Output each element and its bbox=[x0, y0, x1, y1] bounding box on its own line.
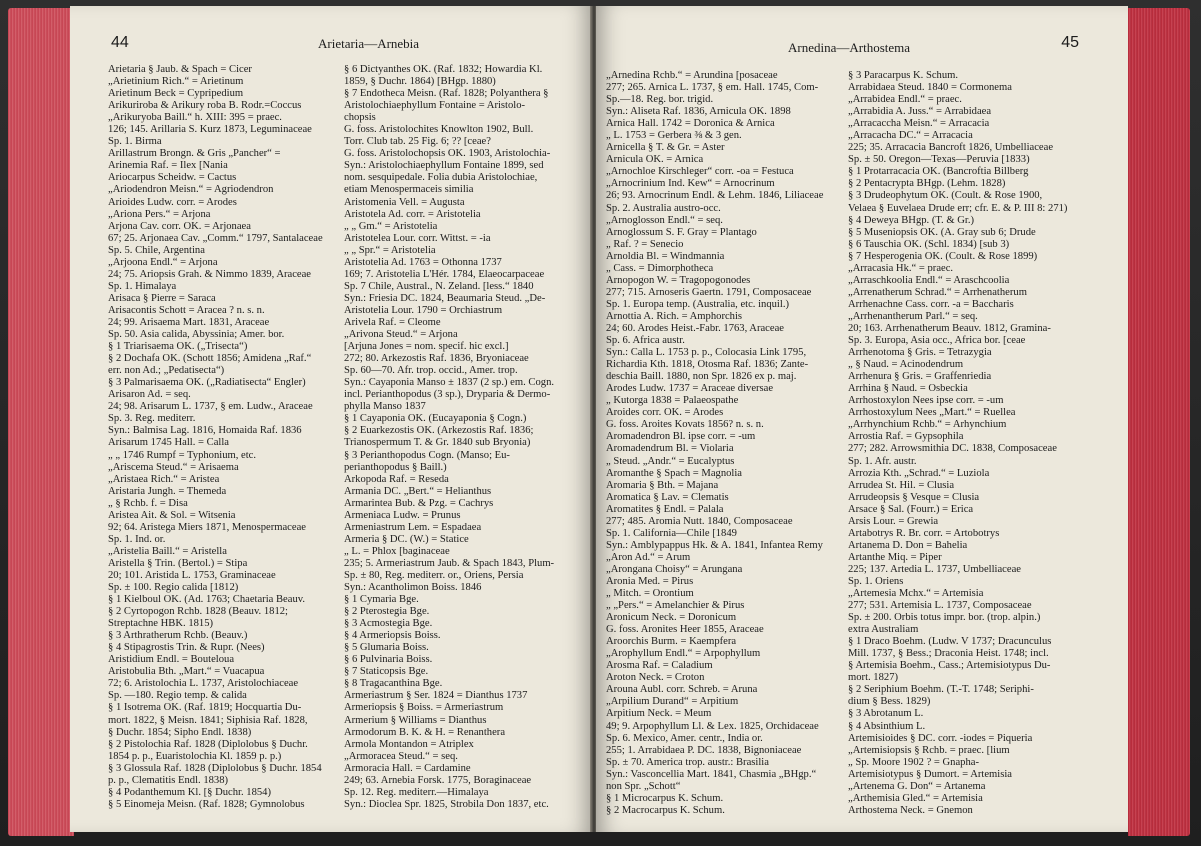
text-line: „Aristelia Baill.“ = Aristella bbox=[108, 545, 227, 557]
text-line: „Arracaccha Meisn.“ = Arracacia bbox=[848, 118, 990, 130]
text-line: 169; 7. Aristotelia L'Hér. 1784, Elaeocarpaceae bbox=[344, 268, 545, 280]
text-line: § 1 Draco Boehm. (Ludw. V 1737; Dracunculus bbox=[848, 636, 1052, 648]
text-line: § 4 Podanthemum Kl. [§ Duchr. 1854) bbox=[108, 786, 272, 798]
text-line: § 2 Pterostegia Bge. bbox=[344, 606, 430, 618]
text-line: 24; 60. Arodes Heist.-Fabr. 1763, Araceae bbox=[606, 322, 784, 334]
text-line: Aristotelia Ad. 1763 = Othonna 1737 bbox=[344, 256, 502, 268]
text-line: Arrhostoxylon Nees ipse corr. = -um bbox=[848, 395, 1004, 407]
text-line: Arrozia Kth. „Schrad.“ = Luziola bbox=[848, 467, 990, 479]
text-line: Armeriopsis § Boiss. = Armeriastrum bbox=[344, 702, 504, 714]
text-line: Aronicum Neck. = Doronicum bbox=[606, 612, 737, 624]
text-line: § 8 Tragacanthina Bge. bbox=[344, 678, 443, 690]
text-line: „Arracacha DC.“ = Arracacia bbox=[848, 130, 973, 142]
text-line: „ § Naud. = Acinodendrum bbox=[848, 359, 964, 371]
text-line: „Arikuryoba Baill.“ h. XIII: 395 = praec. bbox=[108, 112, 282, 124]
running-head: Arnedina—Arthostema bbox=[788, 40, 911, 55]
text-line: Aristolochiaephyllum Fontaine = Aristolo- bbox=[344, 100, 526, 112]
text-line: 67; 25. Arjonaea Cav. „Comm.“ 1797, Santalaceae bbox=[108, 232, 323, 244]
text-line: deschia Baill. 1880, non Spr. 1826 ex p. maj. bbox=[606, 371, 797, 383]
text-line: Sp. 1. Ind. or. bbox=[108, 533, 166, 545]
text-line: Arisacontis Schott = Aracea ? n. s. n. bbox=[108, 304, 265, 316]
text-line: „Arrhynchium Rchb.“ = Arhynchium bbox=[848, 419, 1007, 431]
text-line: Syn.: Cayaponia Manso ± 1837 (2 sp.) em. Cogn. bbox=[344, 377, 555, 389]
text-line: Artemisioides § DC. corr. -iodes = Piqueria bbox=[848, 732, 1033, 744]
text-line: Arrhenotoma § Gris. = Tetrazygia bbox=[848, 347, 992, 359]
text-column-2 bbox=[848, 70, 1076, 817]
text-column-1 bbox=[108, 64, 336, 811]
text-line: „Ariona Pers.“ = Arjona bbox=[108, 208, 211, 220]
text-line: Aristidium Endl. = Bouteloua bbox=[108, 654, 235, 666]
text-line: etiam Menospermaceis similia bbox=[344, 184, 474, 196]
text-line: § 2 Macrocarpus K. Schum. bbox=[606, 804, 725, 816]
text-line: Sp. 6. Africa austr. bbox=[606, 335, 685, 347]
text-line: Artemisiotypus § Dumort. = Artemisia bbox=[848, 768, 1012, 780]
text-line: Aristaria Jungh. = Themeda bbox=[108, 485, 227, 497]
text-line: Trianospermum T. & Gr. 1840 sub Bryonia) bbox=[344, 437, 531, 449]
text-line: err. non Ad.; „Pedatisecta“) bbox=[108, 365, 225, 377]
right-page bbox=[596, 6, 1128, 832]
text-line: Aristobulia Bth. „Mart.“ = Vuacapua bbox=[108, 666, 265, 678]
text-line: 1859, § Duchr. 1864) [BHgp. 1880) bbox=[344, 76, 496, 88]
text-line: Armeriastrum § Ser. 1824 = Dianthus 1737 bbox=[344, 690, 528, 702]
text-line: „ L. 1753 = Gerbera ⅜ & 3 gen. bbox=[606, 130, 742, 142]
text-line: „Arthemisia Gled.“ = Artemisia bbox=[848, 792, 983, 804]
text-line: Sp. 1. California—Chile [1849 bbox=[606, 527, 737, 539]
text-line: G. foss. Aroites Kovats 1856? n. s. n. bbox=[606, 419, 764, 431]
text-line: Streptachne HBK. 1815) bbox=[108, 618, 214, 630]
text-line: Aristea Ait. & Sol. = Witsenia bbox=[108, 509, 236, 521]
text-line: Richardia Kth. 1818, Otosma Raf. 1836; Zante- bbox=[606, 359, 809, 371]
text-line: Aromatica § Lav. = Clematis bbox=[606, 491, 729, 503]
text-line: Arnoldia Bl. = Windmannia bbox=[606, 250, 725, 262]
text-line: „ § Rchb. f. = Disa bbox=[108, 497, 188, 509]
text-line: Arnopogon W. = Tragopogonodes bbox=[606, 274, 751, 286]
text-line: Arosma Raf. = Caladium bbox=[606, 660, 713, 672]
text-line: Aroton Neck. = Croton bbox=[606, 672, 705, 684]
text-line: § 5 Einomeja Meisn. (Raf. 1828; Gymnolobus bbox=[108, 798, 305, 810]
text-line: p. p., Clematitis Endl. 1838) bbox=[108, 774, 229, 786]
text-line: „Ariodendron Meisn.“ = Agriodendron bbox=[108, 184, 274, 196]
text-line: Aromadendrum Bl. = Violaria bbox=[606, 443, 734, 455]
text-line: Sp. ± 200. Orbis totus impr. bor. (trop. alpin.) bbox=[848, 612, 1041, 624]
text-line: Sp. ± 50. Oregon—Texas—Peruvia [1833) bbox=[848, 154, 1030, 166]
text-line: § 3 Paracarpus K. Schum. bbox=[848, 70, 959, 81]
text-line: „Arivona Steud.“ = Arjona bbox=[344, 329, 458, 341]
text-line: Sp. 12. Reg. mediterr.—Himalaya bbox=[344, 786, 489, 798]
text-line: Arinemia Raf. = Ilex [Nania bbox=[108, 160, 228, 172]
text-line: Aroorchis Burm. = Kaempfera bbox=[606, 636, 737, 648]
text-line: § 5 Glumaria Boiss. bbox=[344, 642, 429, 654]
text-line: § 4 Stipagrostis Trin. & Rupr. (Nees) bbox=[108, 642, 265, 654]
left-page bbox=[70, 6, 592, 832]
text-line: Ariocarpus Scheidw. = Cactus bbox=[108, 172, 237, 184]
text-line: Arkopoda Raf. = Reseda bbox=[344, 473, 449, 485]
text-line: Aristotelia Lour. 1790 = Orchiastrum bbox=[344, 304, 503, 316]
text-line: Arisarum 1745 Hall. = Calla bbox=[108, 437, 230, 449]
text-line: Aromanthe § Spach = Magnolia bbox=[606, 467, 743, 479]
text-line: § 4 Armeriopsis Boiss. bbox=[344, 630, 441, 642]
text-line: Arodes Ludw. 1737 = Araceae diversae bbox=[606, 383, 774, 395]
text-line: Arrudea St. Hil. = Clusia bbox=[848, 479, 955, 491]
text-line: 225; 35. Arracacia Bancroft 1826, Umbelliaceae bbox=[848, 142, 1054, 154]
text-line: phylla Manso 1837 bbox=[344, 401, 426, 413]
text-line: Arisaron Ad. = seq. bbox=[108, 389, 191, 401]
text-line: Arrostia Raf. = Gypsophila bbox=[848, 431, 964, 443]
text-line: Arillastrum Brongn. & Gris „Pancher“ = bbox=[108, 148, 281, 160]
text-line: 249; 63. Arnebia Forsk. 1775, Boraginaceae bbox=[344, 774, 532, 786]
text-line: Arioides Ludw. corr. = Arodes bbox=[108, 196, 237, 208]
text-line: § 3 Glossula Raf. 1828 (Diplolobus § Duchr. 1854 bbox=[108, 762, 322, 774]
text-line: nom. sesquipedale. Folia dubia Aristolochiae, bbox=[344, 172, 538, 184]
text-line: „Arnoglosson Endl.“ = seq. bbox=[606, 214, 723, 226]
page-number: 44 bbox=[111, 34, 129, 51]
text-line: mort. 1827) bbox=[848, 672, 899, 684]
text-line: „Arnochloe Kirschleger“ corr. -oa = Festuca bbox=[606, 166, 794, 178]
text-line: § 6 Tauschia OK. (Schl. 1834) [sub 3) bbox=[848, 238, 1010, 250]
text-line: § 3 Arthratherum Rchb. (Beauv.) bbox=[108, 630, 248, 642]
text-line: § 1 Microcarpus K. Schum. bbox=[606, 792, 724, 804]
text-line: chopsis bbox=[344, 112, 376, 124]
text-line: 277; 265. Arnica L. 1737, § em. Hall. 1745, Com- bbox=[606, 82, 819, 94]
text-line: Aroides corr. OK. = Arodes bbox=[606, 407, 724, 419]
text-line: „Ariscema Steud.“ = Arisaema bbox=[108, 461, 239, 473]
text-line: 126; 145. Arillaria S. Kurz 1873, Leguminaceae bbox=[108, 124, 312, 136]
text-column-1 bbox=[606, 70, 834, 817]
text-line: Torr. Club tab. 25 Fig. 6; ?? [ceae? bbox=[344, 136, 491, 148]
text-line: § 7 Staticopsis Bge. bbox=[344, 666, 429, 678]
text-line: Aromatites § Endl. = Palala bbox=[606, 503, 724, 515]
text-line: Sp. 2. Australia austro-occ. bbox=[606, 202, 721, 214]
text-line: Arnicella § T. & Gr. = Aster bbox=[606, 142, 725, 154]
text-line: G. foss. Aristolochites Knowlton 1902, Bull. bbox=[344, 124, 534, 136]
text-line: § 3 Abrotanum L. bbox=[848, 708, 924, 720]
text-line: 225; 137. Artedia L. 1737, Umbelliaceae bbox=[848, 563, 1021, 575]
text-line: dium § Bess. 1829) bbox=[848, 696, 931, 708]
text-line: Sp. 7 Chile, Austral., N. Zeland. [less.“ 1840 bbox=[344, 280, 534, 292]
running-head: Arietaria—Arnebia bbox=[318, 36, 420, 51]
text-line: Arrhina § Naud. = Osbeckia bbox=[848, 383, 968, 395]
text-line: Sp. 1. Himalaya bbox=[108, 280, 177, 292]
text-line: 235; 5. Armeriastrum Jaub. & Spach 1843, Plum- bbox=[344, 557, 555, 569]
text-line: „ L. = Phlox [baginaceae bbox=[344, 545, 450, 557]
text-line: § Duchr. 1854; Sipho Endl. 1838) bbox=[108, 726, 252, 738]
text-line: Arsace § Sal. (Fourr.) = Erica bbox=[848, 503, 974, 515]
text-line: Artanthe Miq. = Piper bbox=[848, 551, 942, 563]
text-line: „ „Pers.“ = Amelanchier & Pirus bbox=[606, 600, 745, 612]
text-line: „Arnocrinium Ind. Kew“ = Arnocrinum bbox=[606, 178, 775, 190]
text-line: Sp. 6. Mexico, Amer. centr., India or. bbox=[606, 732, 763, 744]
text-line: „Arraschkoolia Endl.“ = Araschcoolia bbox=[848, 274, 1010, 286]
text-line: Syn.: Aliseta Raf. 1836, Arnicula OK. 1898 bbox=[606, 106, 791, 118]
text-line: „Arracasia Hk.“ = praec. bbox=[848, 262, 954, 274]
text-line: „ Cass. = Dimorphotheca bbox=[606, 262, 714, 274]
text-line: § 4 Absinthium L. bbox=[848, 720, 926, 732]
text-line: Arnica Hall. 1742 = Doronica & Arnica bbox=[606, 118, 775, 130]
text-line: [Arjuna Jones = nom. specif. hic excl.] bbox=[344, 341, 509, 353]
text-line: 92; 64. Aristega Miers 1871, Menospermaceae bbox=[108, 521, 306, 533]
text-line: Syn.: Balmisa Lag. 1816, Homaida Raf. 1836 bbox=[108, 425, 302, 437]
text-line: Armeniastrum Lem. = Espadaea bbox=[344, 521, 482, 533]
text-line: „Aristaea Rich.“ = Aristea bbox=[108, 473, 220, 485]
text-line: „Arpilium Durand“ = Arpitium bbox=[606, 696, 739, 708]
text-line: Syn.: Calla L. 1753 p. p., Colocasia Link 1795, bbox=[606, 347, 807, 359]
text-line: § 2 Dochafa OK. (Schott 1856; Amidena „Raf.“ bbox=[108, 353, 312, 365]
text-line: Sp. ± 70. America trop. austr.: Brasilia bbox=[606, 756, 769, 768]
text-line: Arietaria § Jaub. & Spach = Cicer bbox=[108, 64, 252, 75]
text-line: Syn.: Friesia DC. 1824, Beaumaria Steud. „De- bbox=[344, 292, 546, 304]
text-line: „ Sp. Moore 1902 ? = Gnapha- bbox=[848, 756, 980, 768]
text-line: „ „ Gm.“ = Aristotelia bbox=[344, 220, 438, 232]
text-line: „Arongana Choisy“ = Arungana bbox=[606, 563, 743, 575]
text-line: Aromaria § Bth. = Majana bbox=[606, 479, 719, 491]
text-line: „Artemisiopsis § Rchb. = praec. [lium bbox=[848, 744, 1010, 756]
text-line: perianthopodus § Baill.) bbox=[344, 461, 447, 473]
text-line: 26; 93. Arnocrinum Endl. & Lehm. 1846, Liliaceae bbox=[606, 190, 824, 202]
page-number: 45 bbox=[1061, 34, 1079, 51]
text-line: Sp. ± 100. Regio calida [1812) bbox=[108, 582, 239, 594]
text-line: § 3 Drudeophytum OK. (Coult. & Rose 1900, bbox=[848, 190, 1043, 202]
text-line: Velaea § Euvelaea Drude err; cfr. E. & P. III 8: 271) bbox=[848, 202, 1068, 214]
text-line: Arietinum Beck = Cypripedium bbox=[108, 88, 244, 100]
text-line: Mill. 1737, § Bess.; Draconia Heist. 1748; incl. bbox=[848, 648, 1049, 660]
text-line: „ Kutorga 1838 = Palaeospathe bbox=[606, 395, 739, 407]
text-line: Sp. 60—70. Afr. trop. occid., Amer. trop. bbox=[344, 365, 518, 377]
text-line: Arrhostoxylum Nees „Mart.“ = Ruellea bbox=[848, 407, 1016, 419]
text-line: Arsis Lour. = Grewia bbox=[848, 515, 939, 527]
text-line: Arnoglossum S. F. Gray = Plantago bbox=[606, 226, 757, 238]
text-line: Arrudeopsis § Vesque = Clusia bbox=[848, 491, 980, 503]
text-line: Sp. ± 80, Reg. mediterr. or., Oriens, Persia bbox=[344, 569, 524, 581]
text-line: G. foss. Aronites Heer 1855, Araceae bbox=[606, 624, 764, 636]
text-line: „ „ Spr.“ = Aristotelia bbox=[344, 244, 436, 256]
text-line: Sp. —180. Regio temp. & calida bbox=[108, 690, 247, 702]
text-line: Arouna Aubl. corr. Schreb. = Aruna bbox=[606, 684, 758, 696]
text-line: non Spr. „Schott“ bbox=[606, 780, 681, 792]
text-line: Sp. 1. Afr. austr. bbox=[848, 455, 917, 467]
text-line: § 3 Perianthopodus Cogn. (Manso; Eu- bbox=[344, 449, 510, 461]
text-line: § 4 Deweya BHgp. (T. & Gr.) bbox=[848, 214, 975, 226]
text-line: § Artemisia Boehm., Cass.; Artemisiotypus Du- bbox=[848, 660, 1051, 672]
text-line: Aristotela Ad. corr. = Aristotelia bbox=[344, 208, 481, 220]
text-line: Sp. 50. Asia calida, Abyssinia; Amer. bor. bbox=[108, 329, 285, 341]
text-line: § 2 Pistolochia Raf. 1828 (Diplolobus § Duchr. bbox=[108, 738, 308, 750]
text-line: § 6 Pulvinaria Boiss. bbox=[344, 654, 433, 666]
text-line: Aristotelea Lour. corr. Wittst. = -ia bbox=[344, 232, 491, 244]
text-column-2 bbox=[344, 64, 572, 811]
text-line: 20; 163. Arrhenatherum Beauv. 1812, Gramina- bbox=[848, 322, 1051, 334]
text-line: „ „ 1746 Rumpf = Typhonium, etc. bbox=[108, 449, 257, 461]
text-line: Syn.: Acantholimon Boiss. 1846 bbox=[344, 582, 482, 594]
text-line: Artanema D. Don = Bahelia bbox=[848, 539, 968, 551]
text-line: Armola Montandon = Atriplex bbox=[344, 738, 474, 750]
text-line: Armania DC. „Bert.“ = Helianthus bbox=[344, 485, 492, 497]
text-line: „Armoracea Steud.“ = seq. bbox=[344, 750, 458, 762]
text-line: Sp. 3. Reg. mediterr. bbox=[108, 413, 196, 425]
text-line: Sp. 3. Europa, Asia occ., Africa bor. [ceae bbox=[848, 335, 1026, 347]
text-line: „Arrhenantherum Parl.“ = seq. bbox=[848, 310, 978, 322]
text-line: Armerium § Williams = Dianthus bbox=[344, 714, 487, 726]
text-line: „Arjoona Endl.“ = Arjona bbox=[108, 256, 218, 268]
text-line: „Artenema G. Don“ = Artanema bbox=[848, 780, 986, 792]
text-line: G. foss. Aristolochopsis OK. 1903, Aristolochia- bbox=[344, 148, 551, 160]
text-line: Aromadendron Bl. ipse corr. = -um bbox=[606, 431, 756, 443]
text-line: Arrhenachne Cass. corr. -a = Baccharis bbox=[848, 298, 1014, 310]
text-line: „Arnedina Rchb.“ = Arundina [posaceae bbox=[606, 70, 778, 81]
text-line: 49; 9. Arpophyllum Ll. & Lex. 1825, Orchidaceae bbox=[606, 720, 819, 732]
text-line: § 6 Dictyanthes OK. (Raf. 1832; Howardia Kl. bbox=[344, 64, 543, 75]
text-line: Armeria § DC. (W.) = Statice bbox=[344, 533, 469, 545]
text-line: Artabotrys R. Br. corr. = Artobotrys bbox=[848, 527, 1000, 539]
text-line: Arivela Raf. = Cleome bbox=[344, 316, 441, 328]
text-line: Sp. 5. Chile, Argentina bbox=[108, 244, 205, 256]
text-line: 72; 6. Aristolochia L. 1737, Aristolochiaceae bbox=[108, 678, 299, 690]
text-line: Arnottia A. Rich. = Amphorchis bbox=[606, 310, 743, 322]
text-line: § 2 Euarkezostis OK. (Arkezostis Raf. 1836; bbox=[344, 425, 534, 437]
text-line: Sp. 1. Oriens bbox=[848, 575, 904, 587]
text-line: Sp. 1. Birma bbox=[108, 136, 162, 148]
text-line: 1854 p. p., Euaristolochia Kl. 1859 p. p.) bbox=[108, 750, 282, 762]
text-line: § 2 Cyrtopogon Rchb. 1828 (Beauv. 1812; bbox=[108, 606, 288, 618]
page-edges-right bbox=[1128, 8, 1190, 836]
text-line: 24; 75. Ariopsis Grah. & Nimmo 1839, Araceae bbox=[108, 268, 312, 280]
text-line: § 2 Pentacrypta BHgp. (Lehm. 1828) bbox=[848, 178, 1006, 190]
text-line: „Arrabidea Endl.“ = praec. bbox=[848, 94, 962, 106]
text-line: 20; 101. Aristida L. 1753, Graminaceae bbox=[108, 569, 276, 581]
text-line: Arisaca § Pierre = Saraca bbox=[108, 292, 216, 304]
text-line: Syn.: Vasconcellia Mart. 1841, Chasmia „BHgp.“ bbox=[606, 768, 817, 780]
text-line: Syn.: Aristolochiaephyllum Fontaine 1899, sed bbox=[344, 160, 544, 172]
text-line: Arjona Cav. corr. OK. = Arjonaea bbox=[108, 220, 251, 232]
text-line: Armodorum B. K. & H. = Renanthera bbox=[344, 726, 506, 738]
text-line: Aronia Med. = Pirus bbox=[606, 575, 694, 587]
text-line: § 1 Triarisaema OK. („Trisecta“) bbox=[108, 341, 248, 353]
text-line: § 7 Endotheca Meisn. (Raf. 1828; Polyanthera § bbox=[344, 88, 549, 100]
text-line: Arnicula OK. = Arnica bbox=[606, 154, 704, 166]
text-line: Armeniaca Ludw. = Prunus bbox=[344, 509, 461, 521]
text-line: 255; 1. Arrabidaea P. DC. 1838, Bignoniaceae bbox=[606, 744, 802, 756]
text-line: Armarintea Bub. & Pzg. = Cachrys bbox=[344, 497, 494, 509]
text-line: Armoracia Hall. = Cardamine bbox=[344, 762, 471, 774]
text-line: § 1 Protarracacia OK. (Bancroftia Billberg bbox=[848, 166, 1029, 178]
text-line: „Arophyllum Endl.“ = Arpophyllum bbox=[606, 648, 761, 660]
text-line: § 1 Cymaria Bge. bbox=[344, 594, 419, 606]
text-line: § 2 Seriphium Boehm. (T.-T. 1748; Seriphi- bbox=[848, 684, 1034, 696]
text-line: „Aron Ad.“ = Arum bbox=[606, 551, 691, 563]
text-line: Arrhenura § Gris. = Graffenriedia bbox=[848, 371, 992, 383]
text-line: „Arietinium Rich.“ = Arietinum bbox=[108, 76, 244, 88]
text-line: § 1 Kielboul OK. (Ad. 1763; Chaetaria Beauv. bbox=[108, 594, 306, 606]
text-line: 24; 98. Arisarum L. 1737, § em. Ludw., Araceae bbox=[108, 401, 313, 413]
text-line: Sp.—18. Reg. bor. trigid. bbox=[606, 94, 714, 106]
text-line: 272; 80. Arkezostis Raf. 1836, Bryoniaceae bbox=[344, 353, 529, 365]
text-line: § 3 Acmostegia Bge. bbox=[344, 618, 433, 630]
text-line: Sp. 1. Europa temp. (Australia, etc. inquil.) bbox=[606, 298, 789, 310]
text-line: Arthostema Neck. = Gnemon bbox=[848, 804, 973, 816]
text-line: 277; 531. Artemisia L. 1737, Composaceae bbox=[848, 600, 1032, 612]
text-line: extra Australiam bbox=[848, 624, 919, 636]
text-line: Arpitium Neck. = Meum bbox=[606, 708, 712, 720]
text-line: Aristomenia Vell. = Augusta bbox=[344, 196, 465, 208]
text-line: 277; 485. Aromia Nutt. 1840, Composaceae bbox=[606, 515, 793, 527]
text-line: Aristella § Trin. (Bertol.) = Stipa bbox=[108, 557, 248, 569]
text-line: „Arrabidia A. Juss.“ = Arrabidaea bbox=[848, 106, 992, 118]
text-line: „Arrenatherum Schrad.“ = Arrhenatherum bbox=[848, 286, 1027, 298]
text-line: § 1 Isotrema OK. (Raf. 1819; Hocquartia Du- bbox=[108, 702, 302, 714]
text-line: „ Raf. ? = Senecio bbox=[606, 238, 684, 250]
text-line: Syn.: Amblypappus Hk. & A. 1841, Infantea Remy bbox=[606, 539, 823, 551]
text-line: § 5 Museniopsis OK. (A. Gray sub 6; Drude bbox=[848, 226, 1036, 238]
text-line: Arikuriroba & Arikury roba B. Rodr.=Coccus bbox=[108, 100, 302, 112]
text-line: 277; 282. Arrowsmithia DC. 1838, Composaceae bbox=[848, 443, 1057, 455]
text-line: 24; 99. Arisaema Mart. 1831, Araceae bbox=[108, 316, 270, 328]
text-line: § 1 Cayaponia OK. (Eucayaponia § Cogn.) bbox=[344, 413, 527, 425]
text-line: Syn.: Dioclea Spr. 1825, Strobila Don 1837, etc. bbox=[344, 798, 549, 810]
text-line: „Artemesia Mchx.“ = Artemisia bbox=[848, 588, 984, 600]
text-line: mort. 1822, § Meisn. 1841; Siphisia Raf. 1828, bbox=[108, 714, 308, 726]
text-line: § 3 Palmarisaema OK. („Radiatisecta“ Engler) bbox=[108, 377, 306, 389]
page-edges-left bbox=[8, 8, 74, 836]
text-line: § 7 Hesperogenia OK. (Coult. & Rose 1899) bbox=[848, 250, 1038, 262]
text-line: Arrabidaea Steud. 1840 = Cormonema bbox=[848, 82, 1012, 94]
text-line: „ Steud. „Andr.“ = Eucalyptus bbox=[606, 455, 735, 467]
text-line: 277; 715. Arnoseris Gaertn. 1791, Composaceae bbox=[606, 286, 812, 298]
text-line: incl. Perianthopodus (3 sp.), Dryparia & Dermo- bbox=[344, 389, 551, 401]
text-line: „ Mitch. = Orontium bbox=[606, 588, 694, 600]
